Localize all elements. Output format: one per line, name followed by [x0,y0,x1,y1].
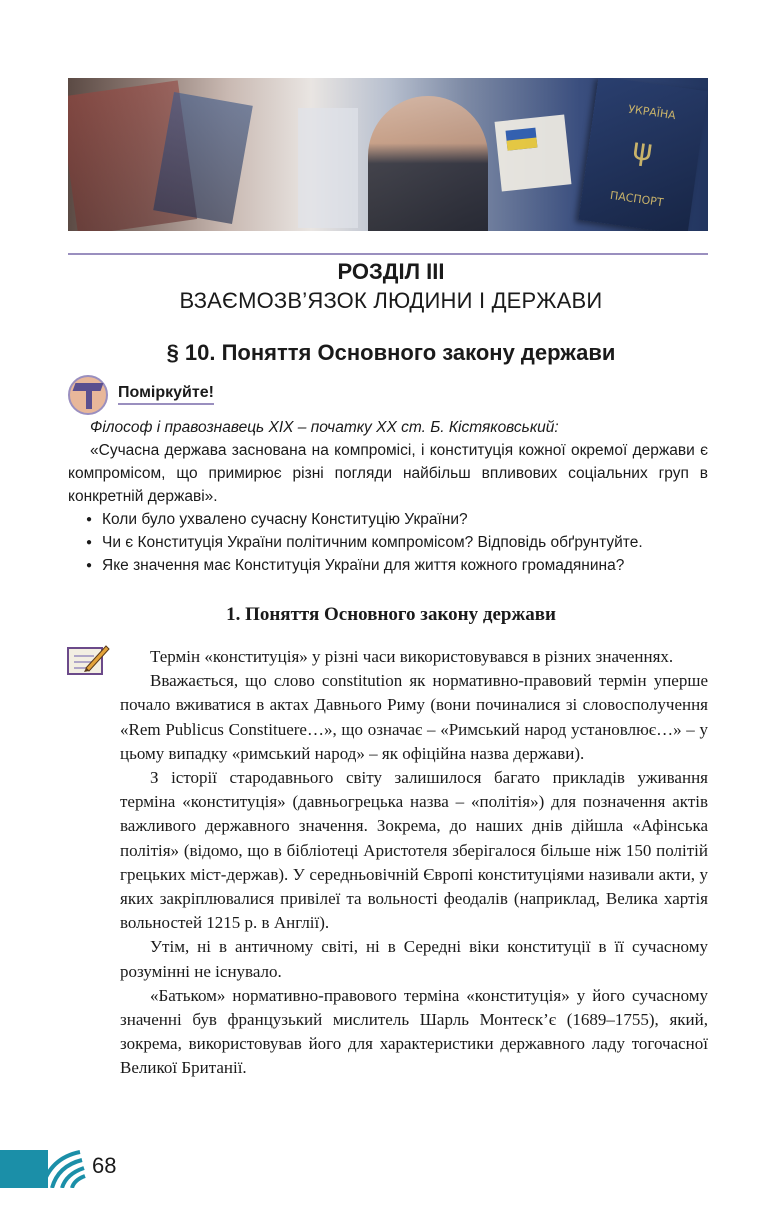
thinker-icon [68,375,108,415]
wave-decoration-icon [40,1148,86,1188]
quote-author: Філософ і правознавець XIX – початку XX ст. Б. Кістяковський: [90,419,559,436]
question-item: ● Коли було ухвалено сучасну Конституцію України? [86,508,708,531]
body-paragraph: Вважається, що слово constitution як нормативно-правовий термін уперше почало вживатися в актах Давнього Риму (вони починалися зі словосполучення «Rem Publicus Constituere…», що означає – «Римський народ установлює…» – у цьому випадку «римський народ» – як офіційна назва держави). [120,671,708,763]
question-item: ● Чи є Конституція України політичним компромісом? Відповідь обґрунтуйте. [86,531,708,554]
subheading: 1. Поняття Основного закону держави [226,604,556,625]
ukraine-flag-icon [506,128,538,151]
trident-icon: ψ [630,131,655,170]
ukrainian-passport [578,78,707,231]
quote-text: «Сучасна держава заснована на компромісі, і конституція кожної окремої держави є компромісом, що примирює різні погляди найбільш впливових соціальних груп в конкретній державі». [68,442,708,505]
divider [68,253,708,255]
body-paragraph: З історії стародавнього світу залишилося багато прикладів уживання терміна «конституція» (давньогрецька назва – «політія») для позначення актів важливого державного значення. Зокрема, до наших днів дійшла «Афінська політія» (відомо, що в бібліотеці Аристотеля зберігалося більше ніж 150 політій грецьких міст-держав). У середньовічній Європі конституціями називали акти, у яких закріплювалися привілеї та вольності феодалів (наприклад, Велика хартія вольностей 1215 р. в Англії). [120,768,708,933]
paragraph-title: § 10. Поняття Основного закону держави [166,340,616,365]
think-label: Поміркуйте! [118,384,214,405]
chapter-label: РОЗДІЛ III [337,259,445,284]
passport-word: ПАСПОРТ [609,188,665,210]
notebook-pencil-icon [66,642,110,678]
body-paragraph: «Батьком» нормативно-правового терміна «конституція» у його сучасному значенні був французький мислитель Шарль Монтеск’є (1689–1755), який, зокрема, використовував його для характеристики державного ладу тогочасної Великої Британії. [120,985,708,1078]
question-item: ● Яке значення має Конституція України для життя кожного громадянина? [86,554,708,577]
body-paragraph: Термін «конституція» у різні часи використовувався в різних значеннях. [150,647,674,666]
podium-sign [298,108,358,228]
main-text [120,645,708,1081]
passport-country: УКРАЇНА [627,102,677,123]
young-man-figure [368,96,488,231]
chapter-title: ВЗАЄМОЗВ’ЯЗОК ЛЮДИНИ І ДЕРЖАВИ [179,288,603,313]
page-number: 68 [92,1153,117,1178]
id-card [495,115,572,192]
body-paragraph: Утім, ні в античному світі, ні в Середні віки конституції в її сучасному розумінні не існувало. [120,937,708,981]
chapter-banner-image [68,78,708,231]
questions-list [86,508,708,577]
